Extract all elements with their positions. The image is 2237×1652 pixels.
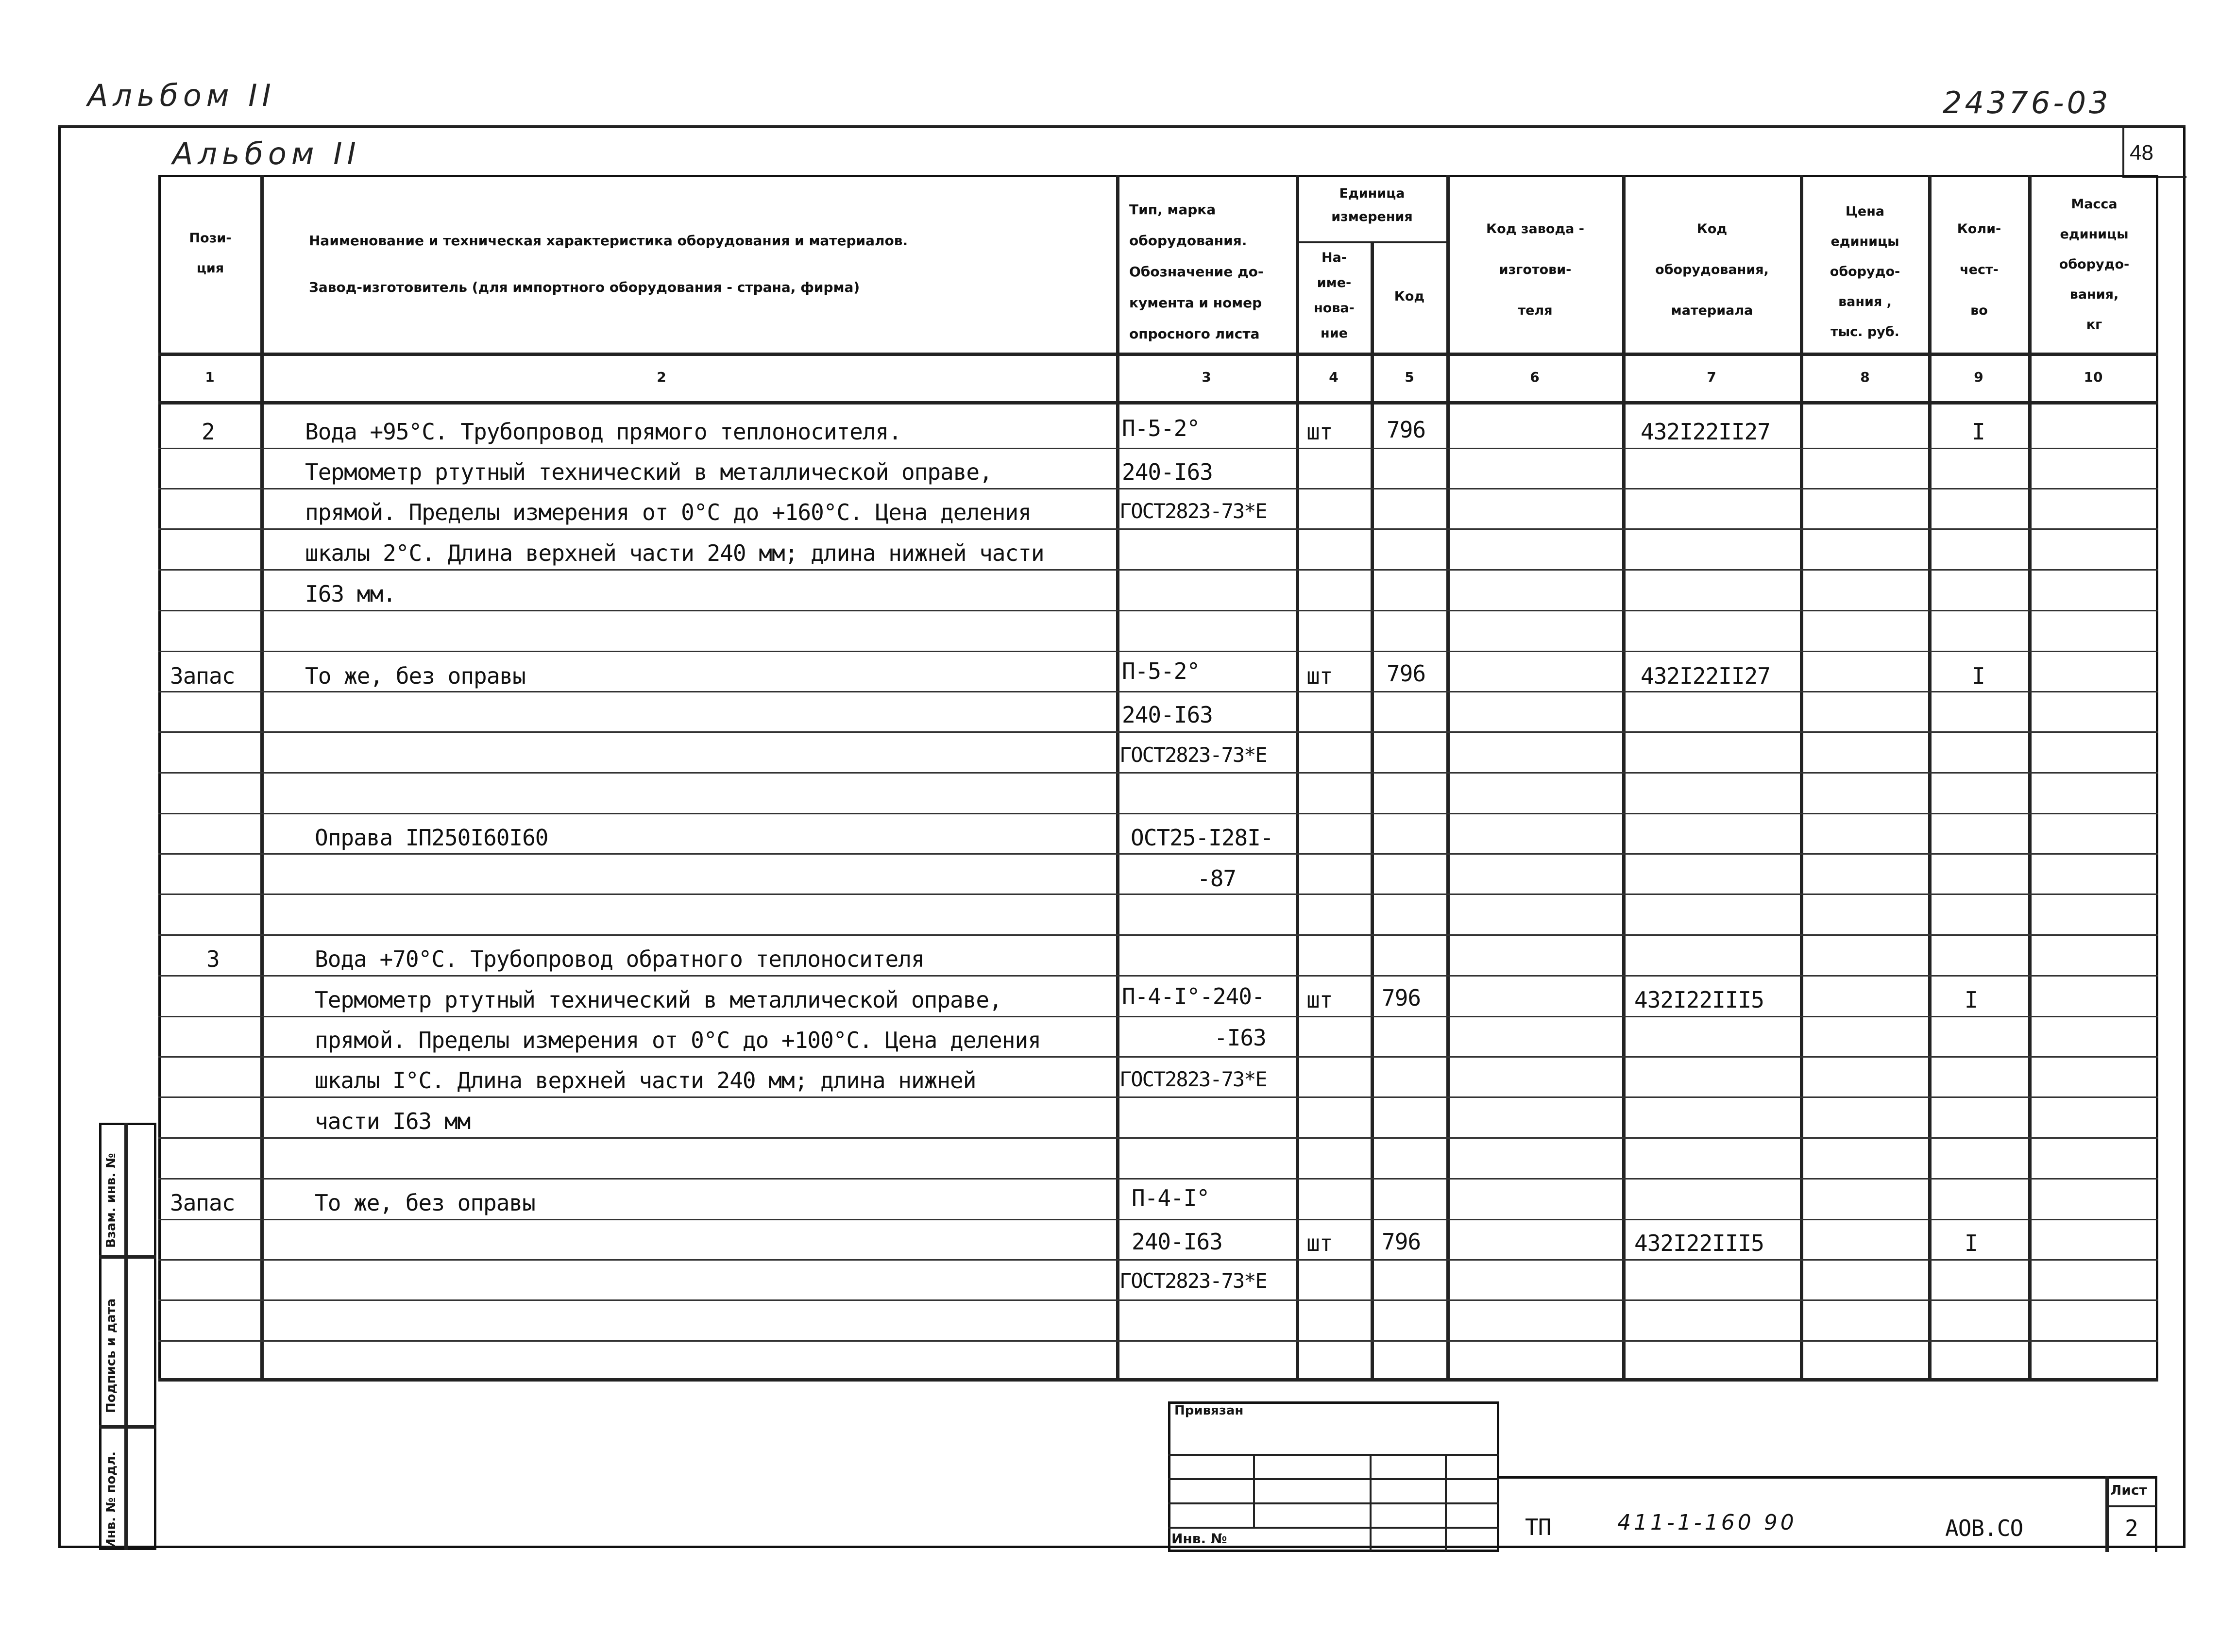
header-mass-line: Масса <box>2071 197 2118 212</box>
row-line <box>158 1056 2158 1058</box>
row-frame-type-line1: ОСТ25-I28I- <box>1131 825 1273 851</box>
row-line <box>158 1299 2158 1301</box>
row-3-quantity: I <box>1965 987 1978 1013</box>
row-reserve1-material-code: 432I22II27 <box>1641 663 1770 689</box>
header-factory-code <box>1448 209 1622 331</box>
row-line <box>158 813 2158 814</box>
row-2-name-line1: Вода +95°С. Трубопровод прямого теплоносителя. <box>305 419 901 445</box>
row-2-type-line1: П-5-2° <box>1122 415 1200 441</box>
header-unit-code: Код <box>1394 289 1425 304</box>
row-line <box>158 528 2158 530</box>
numbers-bottom-line <box>158 401 2158 405</box>
side-label-podpis: Подпись и дата <box>104 1298 119 1413</box>
page-number: 48 <box>2130 141 2153 165</box>
side-strip-line-2 <box>99 1425 156 1429</box>
album-label-top: Альбом II <box>87 78 276 113</box>
row-line <box>158 893 2158 895</box>
side-label-vzam: Взам. инв. № <box>104 1153 119 1248</box>
header-bottom-line <box>158 353 2158 356</box>
header-price-line: единицы <box>1830 234 1899 249</box>
header-price-line: оборудо- <box>1830 264 1900 279</box>
header-unit-group-line: Единица <box>1339 186 1405 201</box>
row-reserve1-type-line1: П-5-2° <box>1122 658 1200 684</box>
header-mass-line: вания, <box>2069 287 2119 302</box>
binding-col <box>1445 1454 1447 1551</box>
row-frame-name: Оправа IП250I60I60 <box>315 825 548 851</box>
header-mass-line: кг <box>2086 317 2102 332</box>
header-type-line: оборудования. <box>1129 233 1247 249</box>
header-unit-group <box>1298 182 1446 229</box>
row-reserve1-name: То же, без оправы <box>305 663 525 689</box>
project-number: 411-1-160 90 <box>1617 1510 1797 1535</box>
row-line <box>158 488 2158 489</box>
row-line <box>158 975 2158 977</box>
unit-group-divider <box>1296 241 1446 243</box>
side-strip-divider <box>124 1123 128 1550</box>
row-3-unit-code: 796 <box>1382 985 1421 1011</box>
header-mass-line: оборудо- <box>2059 257 2130 272</box>
row-reserve2-position: Запас <box>170 1190 235 1216</box>
header-unit-group-line: измерения <box>1331 209 1413 224</box>
tp-label: ТП <box>1525 1514 1551 1540</box>
row-line <box>158 1016 2158 1017</box>
header-price-line: вания , <box>1838 294 1892 309</box>
row-reserve2-unit-code: 796 <box>1382 1229 1421 1255</box>
row-reserve1-unit: шт <box>1306 663 1333 689</box>
row-2-name-line2: Термометр ртутный технический в металлической оправе, <box>305 459 992 485</box>
row-2-position: 2 <box>202 419 215 445</box>
row-reserve2-type-line1: П-4-I° <box>1132 1185 1210 1211</box>
inventory-number-label: Инв. № <box>1171 1531 1227 1547</box>
header-unit-name <box>1298 245 1371 346</box>
col-number-9: 9 <box>1974 369 1983 385</box>
header-price <box>1802 197 1928 347</box>
col-number-10: 10 <box>2084 369 2103 385</box>
binding-label: Привязан <box>1174 1403 1244 1418</box>
header-position <box>160 223 260 284</box>
header-type-line: опросного листа <box>1129 326 1260 342</box>
row-reserve1-type-line2: 240-I63 <box>1122 702 1213 728</box>
row-line <box>158 1096 2158 1098</box>
row-line <box>158 1137 2158 1139</box>
row-reserve1-position: Запас <box>170 663 235 689</box>
col-number-1: 1 <box>205 369 215 385</box>
row-line <box>158 934 2158 936</box>
title-sheet-line <box>2105 1505 2156 1507</box>
row-line <box>158 569 2158 571</box>
col-number-8: 8 <box>1860 369 1870 385</box>
row-reserve2-name: То же, без оправы <box>315 1190 535 1216</box>
row-2-unit-code: 796 <box>1387 417 1426 443</box>
header-factory-code-line: теля <box>1518 303 1553 318</box>
col-line-4 <box>1371 241 1374 1379</box>
frame-top-line <box>58 125 2186 127</box>
row-line <box>158 651 2158 652</box>
row-3-unit: шт <box>1306 987 1333 1013</box>
col-number-6: 6 <box>1530 369 1540 385</box>
row-2-name-line5: I63 мм. <box>305 581 396 607</box>
binding-line <box>1168 1454 1499 1456</box>
row-3-name-line2: Термометр ртутный технический в металлической оправе, <box>315 987 1002 1013</box>
row-line <box>158 772 2158 774</box>
section-code: АОВ.СО <box>1945 1515 2023 1541</box>
row-line <box>158 1219 2158 1220</box>
row-3-material-code: 432I22III5 <box>1634 987 1764 1013</box>
header-factory-code-line: изготови- <box>1499 262 1572 277</box>
row-2-type-line3: ГОСТ2823-73*Е <box>1119 499 1267 523</box>
header-material-code <box>1624 209 1800 331</box>
row-reserve2-type-line2: 240-I63 <box>1132 1229 1222 1255</box>
header-name-line2: Завод-изготовитель (для импортного оборудования - страна, фирма) <box>309 279 860 295</box>
header-factory-code-line: Код завода - <box>1486 221 1584 236</box>
col-number-4: 4 <box>1329 369 1339 385</box>
header-type-line: Обозначение до- <box>1129 264 1264 280</box>
row-reserve1-quantity: I <box>1972 663 1985 689</box>
row-3-type-line3: ГОСТ2823-73*Е <box>1119 1067 1267 1091</box>
row-3-name-line5: части I63 мм <box>315 1108 471 1134</box>
row-2-quantity: I <box>1972 419 1985 445</box>
header-price-line: тыс. руб. <box>1830 324 1899 339</box>
album-label-inner: Альбом II <box>172 136 361 171</box>
row-reserve2-type-line3: ГОСТ2823-73*Е <box>1119 1269 1267 1293</box>
header-type-line: Тип, марка <box>1129 202 1216 218</box>
row-2-name-line4: шкалы 2°С. Длина верхней части 240 мм; длина нижней части <box>305 540 1044 566</box>
binding-line <box>1168 1527 1499 1529</box>
row-reserve1-unit-code: 796 <box>1387 660 1426 687</box>
header-material-code-line: материала <box>1671 303 1753 318</box>
row-3-type-line1: П-4-I°-240- <box>1122 983 1265 1010</box>
row-line <box>158 448 2158 449</box>
row-3-name-line1: Вода +70°С. Трубопровод обратного теплоносителя <box>315 946 924 972</box>
side-label-inv-podl: Инв. № подл. <box>104 1451 119 1549</box>
header-unit-name-line: ние <box>1321 326 1348 341</box>
binding-block <box>1168 1401 1499 1552</box>
row-line <box>158 1178 2158 1180</box>
row-3-type-line2: -I63 <box>1214 1025 1266 1051</box>
row-2-unit: шт <box>1306 419 1333 445</box>
row-2-material-code: 432I22II27 <box>1641 419 1770 445</box>
col-number-3: 3 <box>1202 369 1211 385</box>
row-line <box>158 691 2158 692</box>
header-name <box>309 218 1115 311</box>
header-material-code-line: оборудования, <box>1655 262 1769 277</box>
header-type <box>1129 194 1294 350</box>
header-price-line: Цена <box>1845 204 1885 219</box>
side-strip-line-1 <box>99 1255 156 1259</box>
row-frame-type-line2: -87 <box>1197 865 1237 892</box>
header-position-line: Пози- <box>189 231 232 246</box>
title-sheet-divider <box>2105 1476 2109 1552</box>
header-material-code-line: Код <box>1696 221 1728 236</box>
col-number-7: 7 <box>1707 369 1716 385</box>
binding-line <box>1168 1478 1499 1480</box>
header-name-line1: Наименование и техническая характеристика оборудования и материалов. <box>309 233 908 249</box>
row-line <box>158 1259 2158 1261</box>
header-type-line: кумента и номер <box>1129 295 1262 311</box>
row-reserve1-type-line3: ГОСТ2823-73*Е <box>1119 743 1267 767</box>
row-reserve2-material-code: 432I22III5 <box>1634 1230 1764 1256</box>
binding-line <box>1168 1502 1499 1504</box>
header-quantity-line: Коли- <box>1957 221 2001 236</box>
row-reserve2-unit: шт <box>1306 1230 1333 1256</box>
row-2-name-line3: прямой. Пределы измерения от 0°С до +160°С. Цена деления <box>305 499 1031 525</box>
sheet-number: 2 <box>2125 1515 2138 1541</box>
header-unit-name-line: На- <box>1321 250 1347 265</box>
document-number: 24376-03 <box>1943 85 2111 120</box>
row-3-name-line3: прямой. Пределы измерения от 0°С до +100°С. Цена деления <box>315 1027 1041 1053</box>
header-quantity-line: чест- <box>1960 262 1999 277</box>
header-unit-name-line: нова- <box>1314 301 1355 316</box>
header-position-line: ция <box>196 261 224 276</box>
row-line <box>158 853 2158 855</box>
header-quantity-line: во <box>1970 303 1988 318</box>
header-quantity <box>1930 209 2028 331</box>
col-number-2: 2 <box>657 369 666 385</box>
col-number-5: 5 <box>1405 369 1414 385</box>
sheet-label: Лист <box>2110 1482 2147 1498</box>
binding-col <box>1253 1454 1255 1527</box>
row-3-name-line4: шкалы I°С. Длина верхней части 240 мм; длина нижней <box>315 1067 976 1094</box>
binding-col <box>1370 1454 1372 1551</box>
row-2-type-line2: 240-I63 <box>1122 459 1213 485</box>
row-reserve2-quantity: I <box>1965 1230 1978 1256</box>
header-unit-name-line: име- <box>1317 275 1352 290</box>
table-bottom-line <box>158 1378 2158 1382</box>
row-line <box>158 610 2158 611</box>
row-line <box>158 1340 2158 1342</box>
row-line <box>158 731 2158 733</box>
title-block <box>1499 1476 2157 1552</box>
header-mass <box>2030 189 2158 340</box>
row-3-position: 3 <box>206 946 220 972</box>
header-mass-line: единицы <box>2060 227 2129 242</box>
